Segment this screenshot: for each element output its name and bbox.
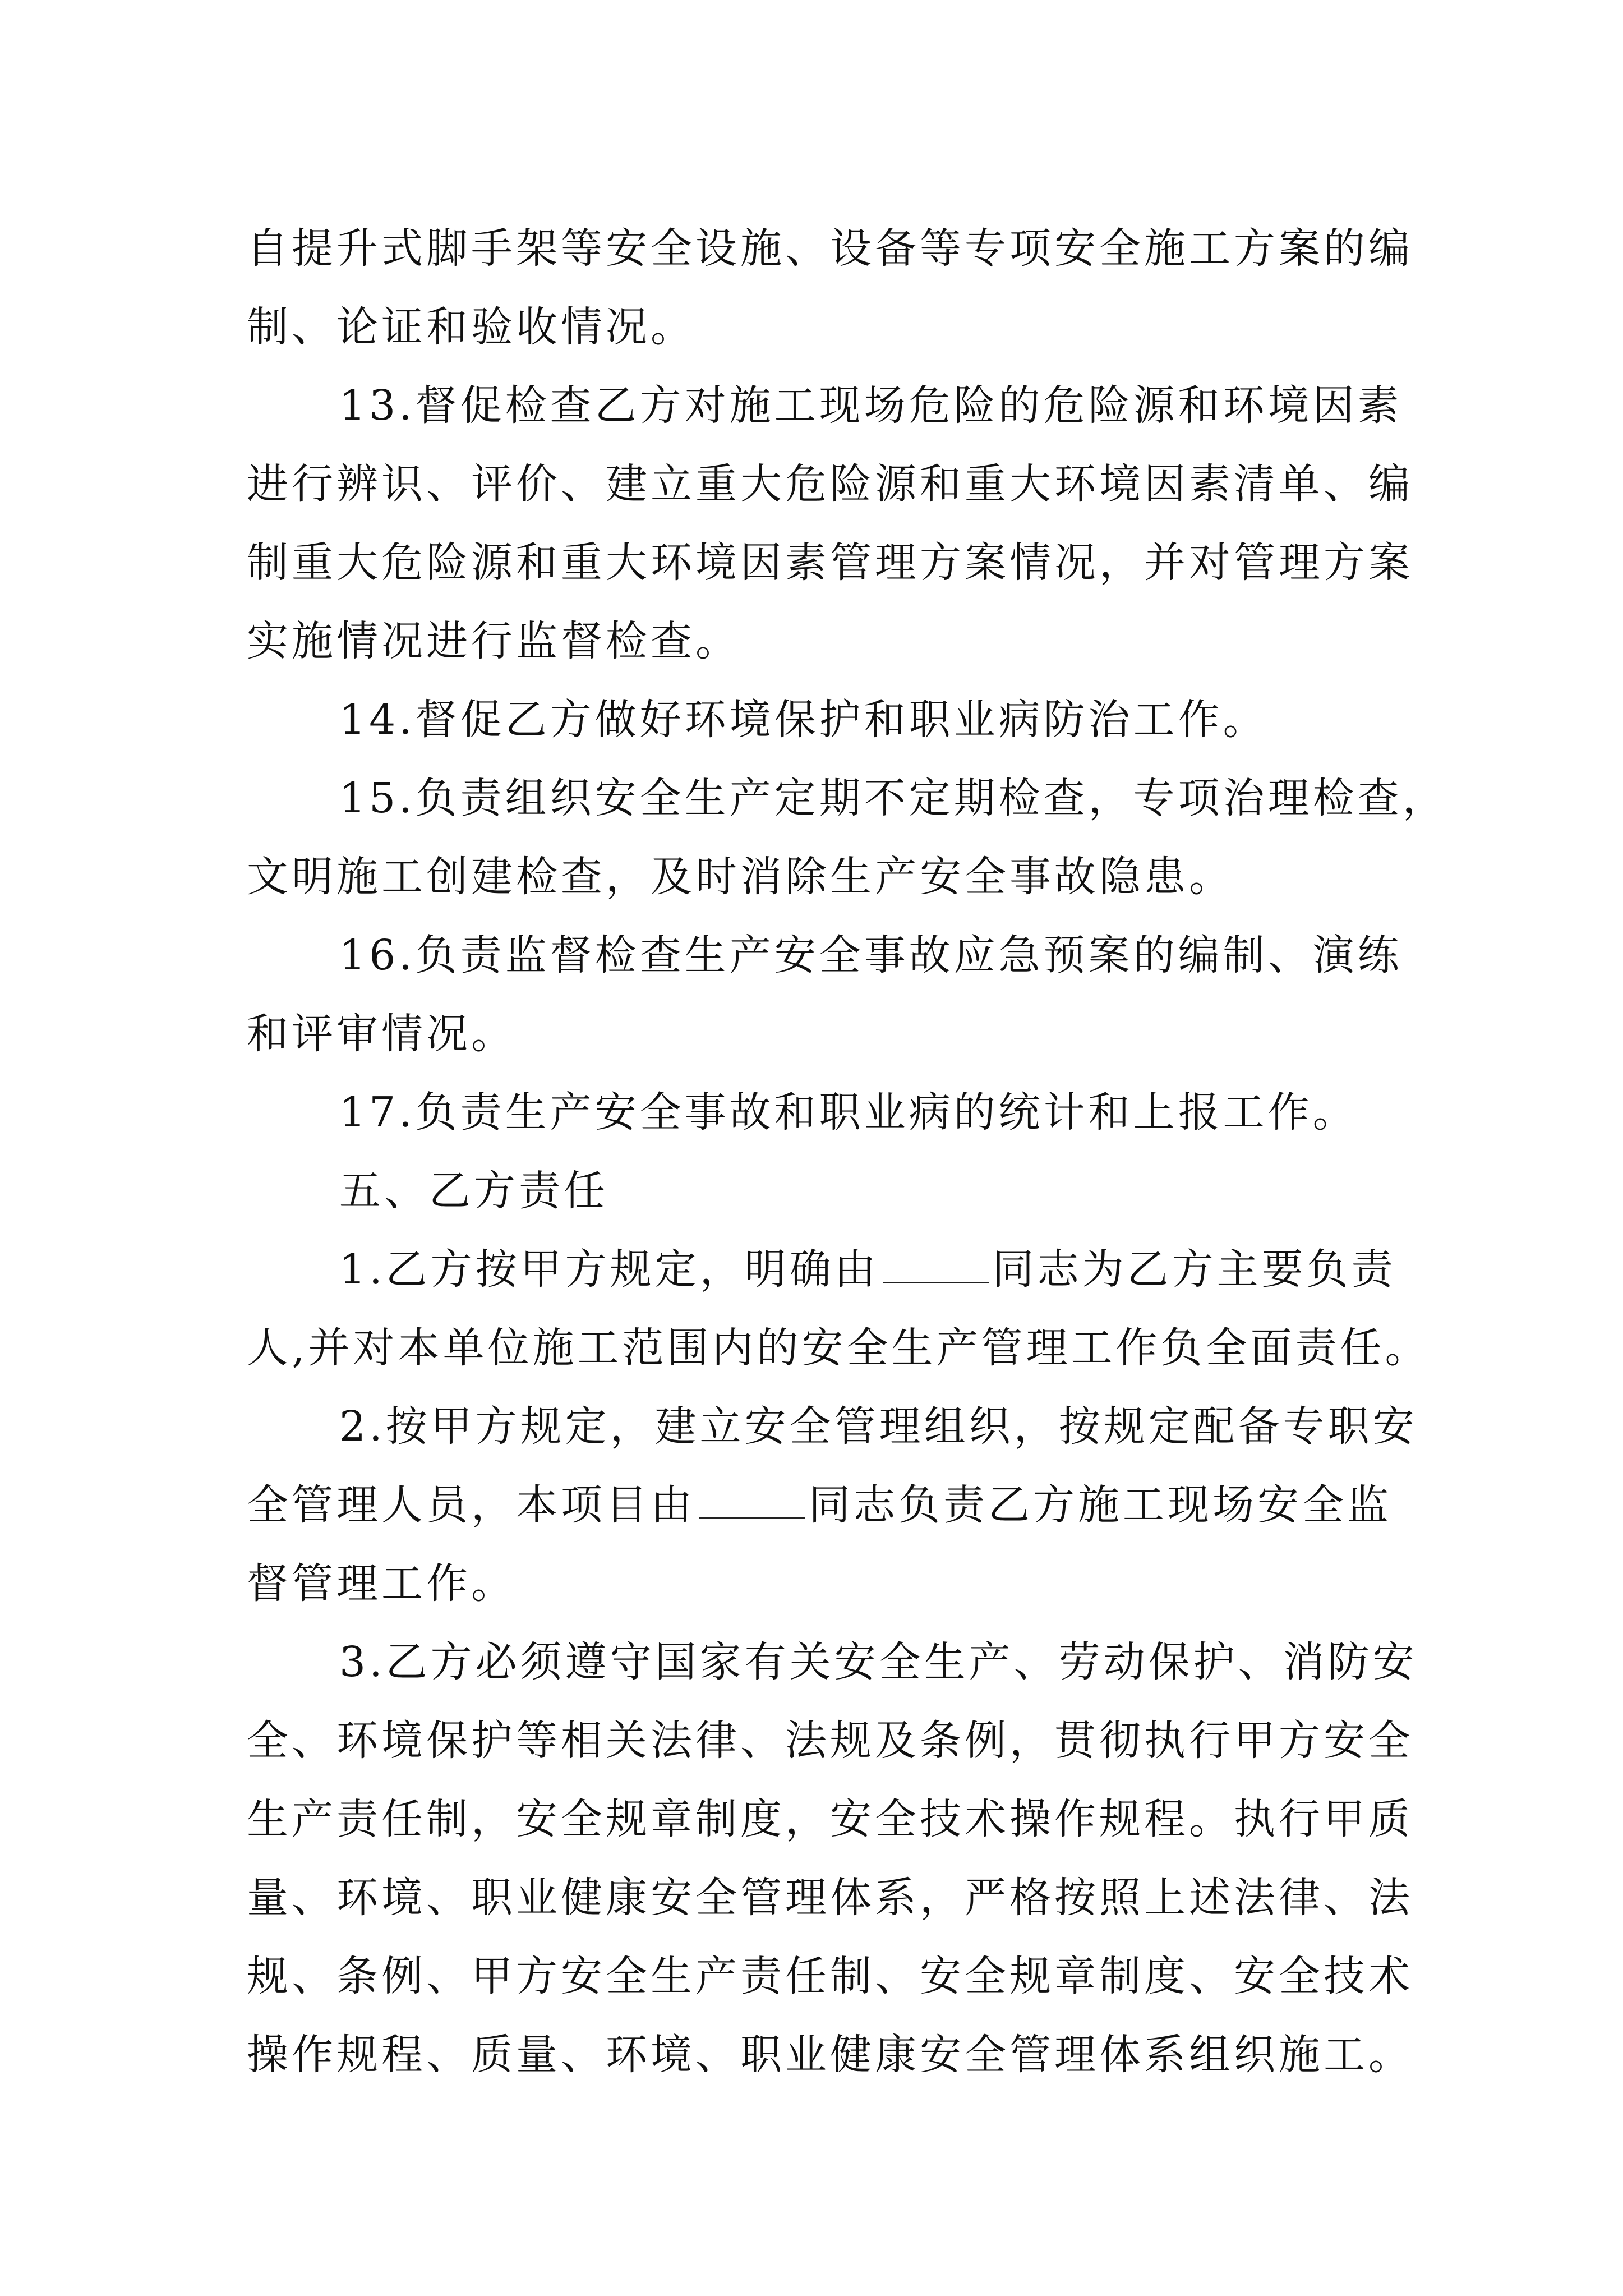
- text-line: 生产责任制，安全规章制度，安全技术操作规程。执行甲质: [247, 1795, 1413, 1843]
- text-line: [247, 1239, 1396, 1317]
- text-line: 人,并对本单位施工范围内的安全生产管理工作负全面责任。: [247, 1324, 1430, 1372]
- text-line: [247, 1474, 1396, 1553]
- fill-in-blank[interactable]: [883, 1243, 989, 1283]
- text-line: 2.按甲方规定，建立安全管理组织，按规定配备专职安: [339, 1402, 1418, 1451]
- text-line: 操作规程、质量、环境、职业健康安全管理体系组织施工。: [247, 2031, 1413, 2079]
- text-line: 15.负责组织安全生产定期不定期检查，专项治理检查，: [339, 774, 1447, 822]
- text-segment: 同志为乙方主要负责: [992, 1245, 1396, 1294]
- text-line: 规、条例、甲方安全生产责任制、安全规章制度、安全技术: [247, 1952, 1413, 2000]
- section-heading: 五、乙方责任: [339, 1167, 608, 1215]
- text-line: 制、论证和验收情况。: [247, 303, 695, 351]
- text-line: 进行辨识、评价、建立重大危险源和重大环境因素清单、编: [247, 460, 1413, 508]
- text-line: 实施情况进行监督检查。: [247, 617, 740, 665]
- text-segment: 全管理人员，本项目由: [247, 1481, 695, 1529]
- text-line: 制重大危险源和重大环境因素管理方案情况，并对管理方案: [247, 539, 1413, 587]
- text-line: 3.乙方必须遵守国家有关安全生产、劳动保护、消防安: [339, 1638, 1418, 1686]
- document-body: [247, 218, 1447, 2102]
- fill-in-blank[interactable]: [699, 1478, 805, 1519]
- text-segment: 1.乙方按甲方规定，明确由: [339, 1245, 879, 1294]
- text-line: 16.负责监督检查生产安全事故应急预案的编制、演练: [339, 931, 1403, 979]
- text-line: 和评审情况。: [247, 1010, 516, 1058]
- text-line: 自提升式脚手架等安全设施、设备等专项安全施工方案的编: [247, 224, 1413, 273]
- text-line: 量、环境、职业健康安全管理体系，严格按照上述法律、法: [247, 1874, 1413, 1922]
- text-line: 督管理工作。: [247, 1559, 516, 1608]
- text-line: 14.督促乙方做好环境保护和职业病防治工作。: [339, 696, 1268, 744]
- text-line: 文明施工创建检查，及时消除生产安全事故隐患。: [247, 853, 1234, 901]
- text-line: 17.负责生产安全事故和职业病的统计和上报工作。: [339, 1088, 1358, 1137]
- text-line: 全、环境保护等相关法律、法规及条例，贯彻执行甲方安全: [247, 1717, 1413, 1765]
- text-line: 13.督促检查乙方对施工现场危险的危险源和环境因素: [339, 381, 1403, 430]
- text-segment: 同志负责乙方施工现场安全监: [809, 1481, 1392, 1529]
